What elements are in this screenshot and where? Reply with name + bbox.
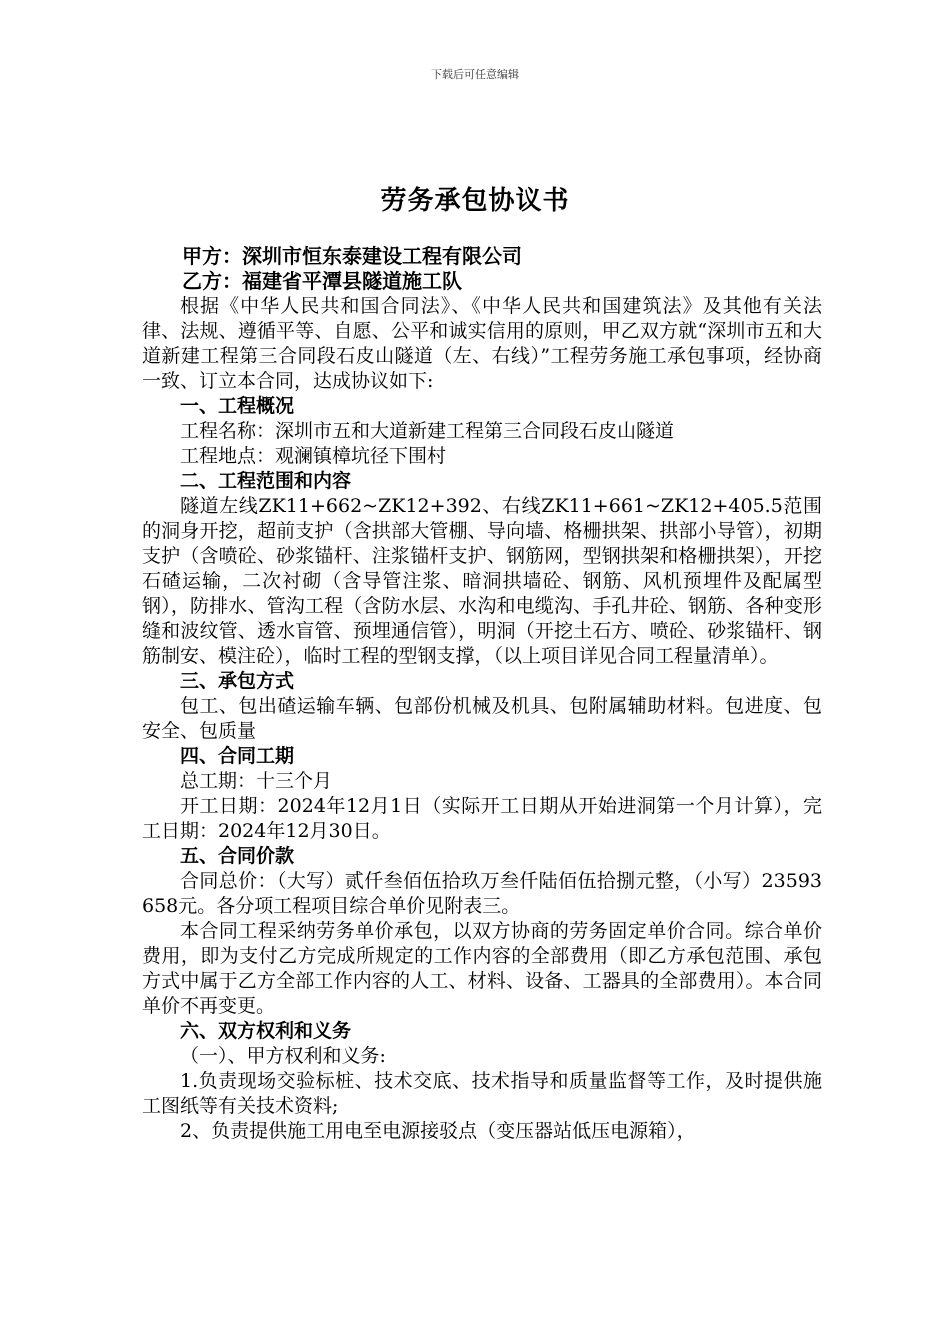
subsection-party-a-rights: （一）、甲方权利和义务: <box>180 1045 386 1067</box>
total-duration: 总工期：十三个月 <box>180 770 333 792</box>
page-header-note: 下载后可任意编辑 <box>431 68 519 81</box>
document-body <box>142 244 822 1144</box>
section-heading-rights: 六、双方权利和义务 <box>180 1020 352 1042</box>
section-heading-contract-mode: 三、承包方式 <box>180 670 295 692</box>
section-heading-scope: 二、工程范围和内容 <box>180 470 352 492</box>
section-heading-schedule: 四、合同工期 <box>180 745 295 767</box>
total-price: 合同总价：（大写）贰仟叁佰伍拾玖万叁仟陆佰伍拾捌元整，（小写）23593658元。各分项工程项目综合单价见附表三。 <box>142 870 822 917</box>
schedule-dates: 开工日期：2024年12月1日（实际开工日期从开始进洞第一个月计算），完工日期：2024年12月30日。 <box>142 795 822 842</box>
scope-paragraph: 隧道左线ZK11+662~ZK12+392、右线ZK11+661~ZK12+405.5范围的洞身开挖，超前支护（含拱部大管棚、导向墙、格栅拱架、拱部小导管），初期支护（含喷砼、砂浆锚杆、注浆锚杆支护、钢筋网，型钢拱架和格栅拱架），开挖石碴运输，二次衬砌（含导管注浆、暗洞拱墙砼、钢筋、风机预埋件及配属型钢），防排水、管沟工程（含防水层、水沟和电缆沟、手孔井砼、钢筋、各种变形缝和波纹管、透水盲管、预埋通信管），明洞（开挖土石方、喷砼、砂浆锚杆、钢筋制安、模注砼），临时工程的型钢支撑，（以上项目详见合同工程量清单）。 <box>142 495 822 667</box>
rights-item-1: 1.负责现场交验标桩、技术交底、技术指导和质量监督等工作，及时提供施工图纸等有关技术资料; <box>142 1070 822 1117</box>
project-name: 工程名称：深圳市五和大道新建工程第三合同段石皮山隧道 <box>180 420 675 442</box>
project-location: 工程地点：观澜镇樟坑径下围村 <box>180 445 447 467</box>
section-heading-overview: 一、工程概况 <box>180 395 295 417</box>
intro-paragraph: 根据《中华人民共和国合同法》、《中华人民共和国建筑法》及其他有关法律、法规、遵循平等、自愿、公平和诚实信用的原则，甲乙双方就“深圳市五和大道新建工程第三合同段石皮山隧道（左、右线）”工程劳务施工承包事项，经协商一致、订立本合同，达成协议如下: <box>142 295 822 392</box>
party-a: 甲方：深圳市恒东泰建设工程有限公司 <box>182 244 522 268</box>
rights-item-2: 2、负责提供施工用电至电源接驳点（变压器站低压电源箱）， <box>180 1120 696 1142</box>
party-b: 乙方：福建省平潭县隧道施工队 <box>182 269 462 293</box>
price-terms-paragraph: 本合同工程采纳劳务单价承包，以双方协商的劳务固定单价合同。综合单价费用，即为支付乙方完成所规定的工作内容的全部费用（即乙方承包范围、承包方式中属于乙方全部工作内容的人工、材料、设备、工器具的全部费用）。本合同单价不再变更。 <box>142 920 822 1017</box>
contract-mode-paragraph: 包工、包出碴运输车辆、包部份机械及机具、包附属辅助材料。包进度、包安全、包质量 <box>142 695 822 742</box>
document-title: 劳务承包协议书 <box>380 186 570 216</box>
section-heading-price: 五、合同价款 <box>180 845 295 867</box>
